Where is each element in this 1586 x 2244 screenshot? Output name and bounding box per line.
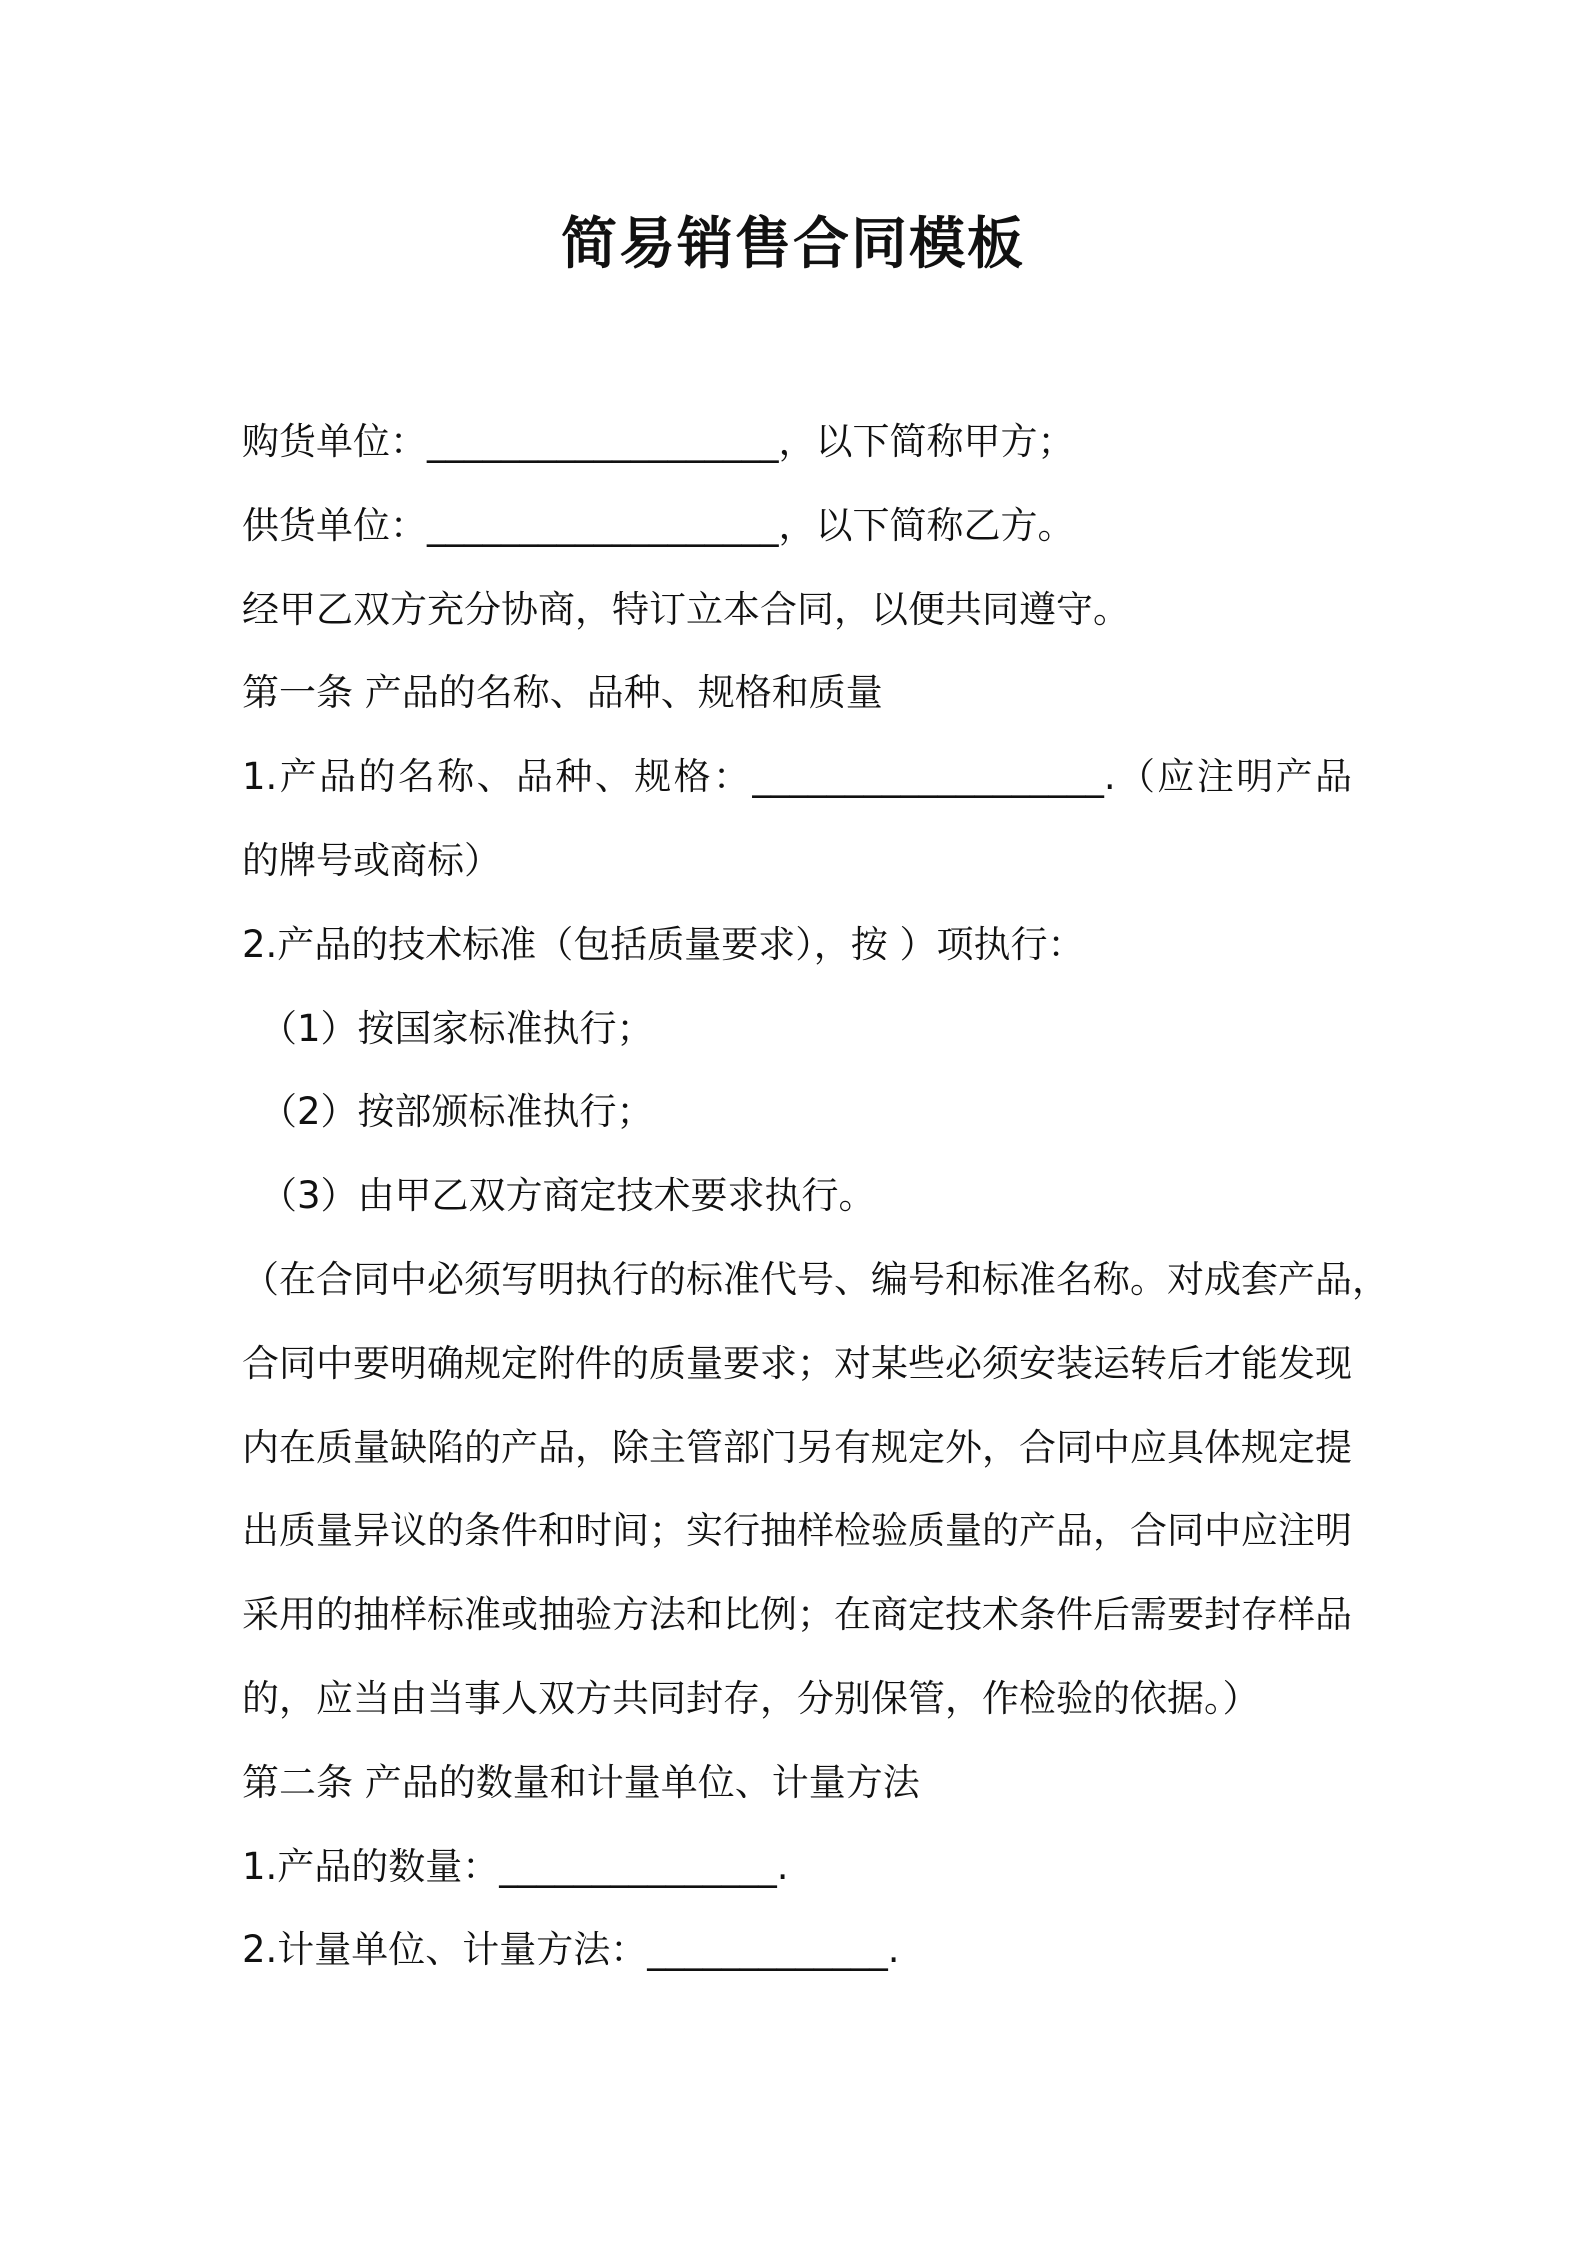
article-1-item-2: 2.产品的技术标准（包括质量要求），按 ）项执行： — [242, 922, 1085, 966]
note-line-3: 内在质量缺陷的产品，除主管部门另有规定外，合同中应具体规定提 — [242, 1425, 1352, 1469]
buyer-line: 购货单位：___________________，以下简称甲方； — [242, 420, 1075, 463]
option-2: （2）按部颁标准执行； — [260, 1090, 654, 1134]
note-line-4: 出质量异议的条件和时间；实行抽样检验质量的产品，合同中应注明 — [242, 1509, 1352, 1553]
note-line-6: 的，应当由当事人双方共同封存，分别保管，作检验的依据。） — [242, 1676, 1260, 1720]
option-3: （3）由甲乙双方商定技术要求执行。 — [260, 1174, 876, 1218]
option-1: （1）按国家标准执行； — [260, 1006, 654, 1050]
article-1-item-1-cont: 的牌号或商标） — [242, 838, 501, 882]
article-1-item-1: 1.产品的名称、品种、规格：___________________.（应注明产品 — [242, 755, 1352, 799]
agreement-line: 经甲乙双方充分协商，特订立本合同，以便共同遵守。 — [242, 587, 1130, 631]
article-2-item-1: 1.产品的数量：_______________. — [242, 1844, 789, 1888]
note-line-1: （在合同中必须写明执行的标准代号、编号和标准名称。对成套产品， — [242, 1257, 1389, 1301]
note-line-2: 合同中要明确规定附件的质量要求；对某些必须安装运转后才能发现 — [242, 1341, 1352, 1385]
article-2-heading: 第二条 产品的数量和计量单位、计量方法 — [242, 1760, 920, 1804]
page-title: 简易销售合同模板 — [561, 212, 1025, 277]
seller-line: 供货单位：___________________，以下简称乙方。 — [242, 503, 1075, 547]
article-2-item-2: 2.计量单位、计量方法：_____________. — [242, 1928, 900, 1972]
note-line-5: 采用的抽样标准或抽验方法和比例；在商定技术条件后需要封存样品 — [242, 1593, 1352, 1637]
article-1-heading: 第一条 产品的名称、品种、规格和质量 — [242, 671, 883, 715]
contract-body — [242, 400, 1389, 1992]
